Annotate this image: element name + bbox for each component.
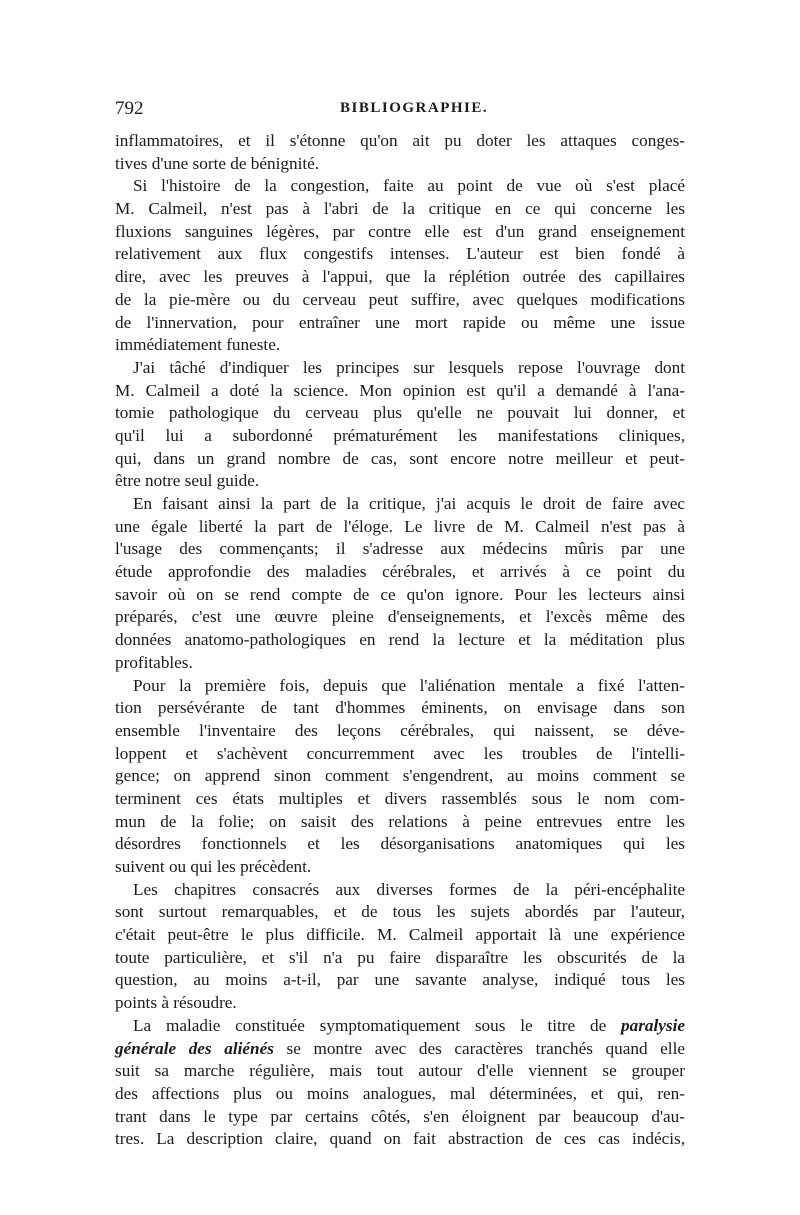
text-line: profitables. xyxy=(115,652,193,672)
text-line: gence; on apprend sinon comment s'engendrent, au moins comment se xyxy=(115,766,685,786)
italic-term: générale des aliénés xyxy=(115,1038,274,1058)
text-line: trant dans le type par certains côtés, s'en éloignent par beaucoup d'au- xyxy=(115,1106,685,1126)
text-line: tomie pathologique du cerveau plus qu'elle ne pouvait lui donner, et xyxy=(115,403,685,423)
text-line: désordres fonctionnels et les désorganisations anatomiques qui les xyxy=(115,834,685,854)
page-number: 792 xyxy=(115,98,144,119)
text-fragment: se montre avec des caractères tranchés quand elle xyxy=(273,1038,685,1058)
text-line: dire, avec les preuves à l'appui, que la réplétion outrée des capillaires xyxy=(115,267,685,287)
paragraph xyxy=(115,493,685,675)
paragraph xyxy=(115,1015,685,1151)
text-line: inflammatoires, et il s'étonne qu'on ait pu doter les attaques conges- xyxy=(115,131,685,150)
text-line: immédiatement funeste. xyxy=(115,335,281,355)
text-line: relativement aux flux congestifs intenses. L'auteur est bien fondé à xyxy=(115,244,685,264)
text-line: loppent et s'achèvent concurremment avec les troubles de l'intelli- xyxy=(115,743,685,763)
text-line: tres. La description claire, quand on fait abstraction de ces cas indécis, xyxy=(115,1129,685,1149)
text-line: mun de la folie; on saisit des relations à peine entrevues entre les xyxy=(115,811,685,831)
text-line: qu'il lui a subordonné prématurément les manifestations cliniques, xyxy=(115,425,685,445)
text-line: sont surtout remarquables, et de tous les sujets abordés par l'auteur, xyxy=(115,902,685,922)
text-line xyxy=(115,1015,685,1038)
text-line: suit sa marche régulière, mais tout autour d'elle viennent se grouper xyxy=(115,1061,685,1081)
text-line: préparés, c'est une œuvre pleine d'enseignements, et l'excès même des xyxy=(115,607,685,627)
paragraph xyxy=(115,175,685,357)
text-line: terminent ces états multiples et divers rassemblés sous le nom com- xyxy=(115,788,685,808)
text-line: ensemble l'inventaire des leçons cérébrales, qui naissent, se déve- xyxy=(115,720,685,740)
text-line: question, au moins a-t-il, par une savante analyse, indiqué tous les xyxy=(115,970,685,990)
text-line: étude approfondie des maladies cérébrales, et arrivés à ce point du xyxy=(115,562,685,582)
text-line: Pour la première fois, depuis que l'aliénation mentale a fixé l'atten- xyxy=(133,675,685,695)
running-title: BIBLIOGRAPHIE. xyxy=(340,100,489,116)
text-line: données anatomo-pathologiques en rend la lecture et la méditation plus xyxy=(115,630,685,650)
text-line: des affections plus ou moins analogues, mal déterminées, et qui, ren- xyxy=(115,1083,685,1103)
text-line: qui, dans un grand nombre de cas, sont encore notre meilleur et peut- xyxy=(115,448,685,468)
text-line: fluxions sanguines légères, par contre elle est d'un grand enseignement xyxy=(115,221,685,241)
text-line: tion persévérante de tant d'hommes éminents, on envisage dans son xyxy=(115,698,685,718)
text-line: M. Calmeil, n'est pas à l'abri de la critique en ce qui concerne les xyxy=(115,199,685,219)
text-line: J'ai tâché d'indiquer les principes sur lesquels repose l'ouvrage dont xyxy=(133,357,685,377)
text-fragment: La maladie constituée symptomatiquement sous le titre de xyxy=(133,1015,607,1035)
text-line: suivent ou qui les précèdent. xyxy=(115,857,312,876)
page-header xyxy=(115,98,685,128)
text-line: l'usage des commençants; il s'adresse aux médecins mûris par une xyxy=(115,539,685,559)
text-line: Les chapitres consacrés aux diverses formes de la péri-encéphalite xyxy=(133,879,685,899)
text-line: une égale liberté la part de l'éloge. Le livre de M. Calmeil n'est pas à xyxy=(115,516,685,536)
paragraph xyxy=(115,675,685,879)
paragraph xyxy=(115,357,685,493)
text-line: points à résoudre. xyxy=(115,993,237,1013)
text-line: de la pie-mère ou du cerveau peut suffire, avec quelques modifications xyxy=(115,289,685,309)
paragraph xyxy=(115,879,685,1015)
text-line: être notre seul guide. xyxy=(115,471,260,491)
text-line: de l'innervation, pour entraîner une mort rapide ou même une issue xyxy=(115,312,685,332)
text-line xyxy=(115,1038,685,1061)
text-line: tives d'une sorte de bénignité. xyxy=(115,153,320,173)
italic-term: paralysie xyxy=(621,1015,685,1035)
text-line: En faisant ainsi la part de la critique, j'ai acquis le droit de faire avec xyxy=(133,494,685,513)
text-line: toute particulière, et s'il n'a pu faire disparaître les obscurités de la xyxy=(115,947,685,967)
paragraph xyxy=(115,130,685,175)
text-line: M. Calmeil a doté la science. Mon opinion est qu'il a demandé à l'ana- xyxy=(115,380,685,400)
body-text xyxy=(115,130,685,1151)
text-line: c'était peut-être le plus difficile. M. Calmeil apportait là une expérience xyxy=(115,925,685,945)
text-line: savoir où on se rend compte de ce qu'on ignore. Pour les lecteurs ainsi xyxy=(115,584,685,604)
text-line: Si l'histoire de la congestion, faite au point de vue où s'est placé xyxy=(133,176,685,196)
